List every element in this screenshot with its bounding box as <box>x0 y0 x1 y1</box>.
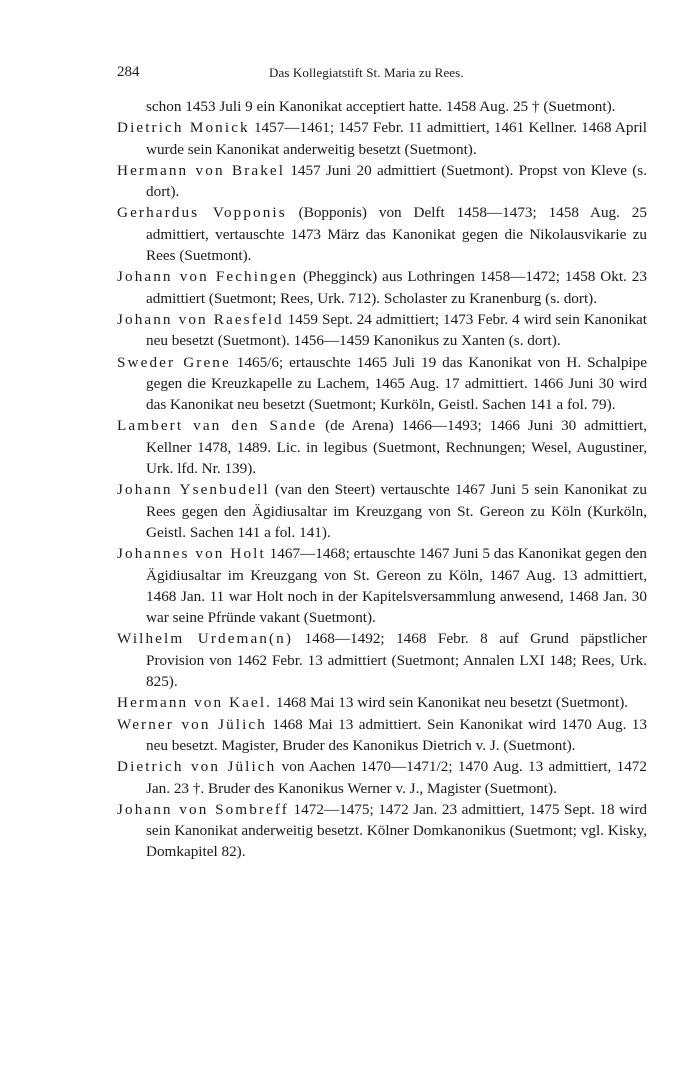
entry-text: 1457—1461; 1457 Febr. 11 admittiert, 1461 Kellner. 1468 April wurde sein Kanonikat anderweitig besetzt (Suetmont). <box>146 119 647 158</box>
page-number: 284 <box>117 64 140 80</box>
entry-text: von Aachen 1470—1471/2; 1470 Aug. 13 admittiert, 1472 Jan. 23 †. Bruder des Kanonikus Werner v. J., Magister (Suetmont). <box>146 758 647 797</box>
entry-text: schon 1453 Juli 9 ein Kanonikat acceptiert hatte. 1458 Aug. 25 † (Suetmont). <box>146 98 616 115</box>
entry-name: Johann von Fechingen <box>117 268 298 286</box>
entry-text: (Phegginck) aus Lothringen 1458—1472; 1458 Okt. 23 admittiert (Suetmont; Rees, Urk. 712). Scholaster zu Kranenburg (s. dort). <box>146 268 647 307</box>
entry-name: Hermann von Kael. <box>117 694 273 712</box>
entry <box>117 117 647 160</box>
entry-text: 1465/6; ertauschte 1465 Juli 19 das Kanonikat von H. Schalpipe gegen die Kreuzkapelle zu Lachem, 1465 Aug. 17 admittiert. 1466 Juni 30 wird das Kanonikat neu besetzt (Suetmont; Kurköln, Geistl. Sachen 141 a fol. 79). <box>146 353 647 414</box>
entry-name: Dietrich Monick <box>117 119 250 137</box>
entry-text: 1468 Mai 13 wird sein Kanonikat neu besetzt (Suetmont). <box>272 694 629 712</box>
entry-name: Johann Ysenbudell <box>117 481 270 499</box>
entry-name: Johannes von Holt <box>117 545 266 563</box>
running-title: Das Kollegiatstift St. Maria zu Rees. <box>269 65 464 80</box>
entry <box>117 266 647 309</box>
entry <box>117 352 647 416</box>
entry-name: Sweder Grene <box>117 353 231 371</box>
entry-list <box>117 96 647 863</box>
entry-text: 1468 Mai 13 admittiert. Sein Kanonikat wird 1470 Aug. 13 neu besetzt. Magister, Bruder des Kanonikus Dietrich v. J. (Suetmont). <box>146 715 647 754</box>
entry-name: Gerhardus Vopponis <box>117 204 287 222</box>
entry-name: Hermann von Brakel <box>117 161 286 179</box>
entry-name: Werner von Jülich <box>117 715 267 733</box>
entry <box>117 415 647 479</box>
entry <box>117 714 647 757</box>
entry-text: (Bopponis) von Delft 1458—1473; 1458 Aug. 25 admittiert, vertauschte 1473 März das Kanonikat gegen die Nikolausvikarie zu Rees (Suetmont). <box>146 204 647 265</box>
entry <box>117 309 647 352</box>
entry <box>117 479 647 543</box>
entry <box>117 543 647 628</box>
entry <box>117 756 647 799</box>
entry-text: 1467—1468; ertauschte 1467 Juni 5 das Kanonikat gegen den Ägidiusaltar im Kreuzgang von St. Gereon zu Köln, 1467 Aug. 13 admittiert, 1468 Jan. 11 war Holt noch in der Kapitelsversammlung anwesend, 1468 Jan. 30 war seine Pfründe vakant (Suetmont). <box>146 545 647 627</box>
page-header <box>117 64 647 84</box>
entry-text: 1459 Sept. 24 admittiert; 1473 Febr. 4 wird sein Kanonikat neu besetzt (Suetmont). 1456—1459 Kanonikus zu Xanten (s. dort). <box>146 310 647 350</box>
entry-text: 1472—1475; 1472 Jan. 23 admittiert, 1475 Sept. 18 wird sein Kanonikat anderweitig besetzt. Kölner Domkanonikus (Suetmont; vgl. Kisky, Domkapitel 82). <box>146 800 647 861</box>
entry-text: (van den Steert) vertauschte 1467 Juni 5 sein Kanonikat zu Rees gegen den Ägidiusaltar im Kreuzgang von St. Gereon zu Köln (Kurköln, Geistl. Sachen 141 a fol. 141). <box>146 481 647 541</box>
entry-continuation <box>117 96 647 117</box>
entry-name: Wilhelm Urdeman(n) <box>117 630 294 648</box>
entry-text: 1457 Juni 20 admittiert (Suetmont). Propst von Kleve (s. dort). <box>146 161 647 201</box>
entry-name: Johann von Raesfeld <box>117 310 284 328</box>
entry <box>117 160 647 203</box>
entry-name: Johann von Sombreff <box>117 800 289 818</box>
entry-name: Dietrich von Jülich <box>117 758 277 776</box>
entry-text: (de Arena) 1466—1493; 1466 Juni 30 admittiert, Kellner 1478, 1489. Lic. in legibus (Suetmont, Rechnungen; Wesel, Augustiner, Urk. lfd. Nr. 139). <box>146 417 647 478</box>
entry <box>117 692 647 713</box>
entry-text: 1468—1492; 1468 Febr. 8 auf Grund päpstlicher Provision von 1462 Febr. 13 admittiert (Suetmont; Annalen LXI 148; Rees, Urk. 825). <box>146 630 647 691</box>
entry <box>117 202 647 266</box>
entry-name: Lambert van den Sande <box>117 417 318 435</box>
entry <box>117 628 647 692</box>
entry <box>117 799 647 863</box>
